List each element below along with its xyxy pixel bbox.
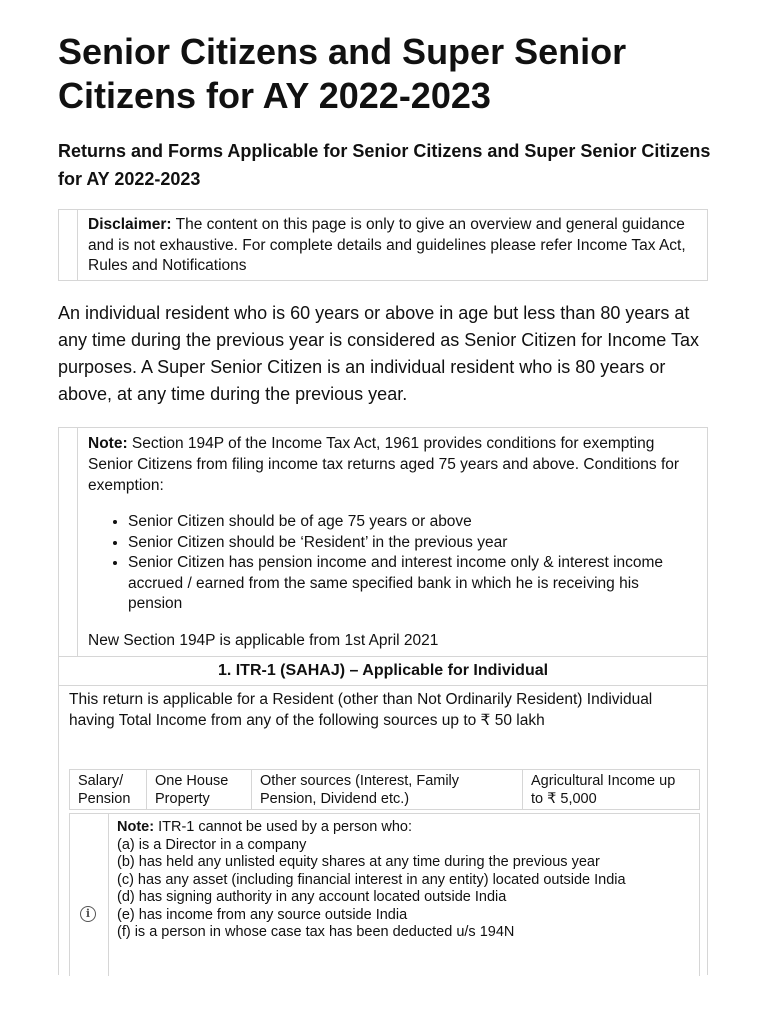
disclaimer-bar (77, 210, 78, 280)
table-cell: Agricultural Income up to ₹ 5,000 (523, 770, 700, 810)
itr1-body (58, 685, 708, 975)
disclaimer-text (88, 215, 697, 277)
page-subtitle: Returns and Forms Applicable for Senior Citizens and Super Senior Citizens for AY 2022-2023 (58, 141, 711, 189)
list-item: (f) is a person in whose case tax has been deducted u/s 194N (117, 924, 515, 940)
note-body: Section 194P of the Income Tax Act, 1961 provides conditions for exempting Senior Citizens from filing income tax returns aged 75 years and above. Conditions for exemption: (88, 435, 680, 494)
table-cell: Salary/ Pension (70, 770, 147, 810)
intro-paragraph: An individual resident who is 60 years or above in age but less than 80 years at any time during the previous year is considered as Senior Citizen for Income Tax purposes. A Super Senior Citizen is an individual resident who is 80 years or above, at any time during the previous year. (58, 303, 699, 404)
note-icon-column (70, 814, 109, 976)
list-item: • Senior Citizen has pension income and interest income only & interest income accrued / earned from the same specified bank in which he is receiving his pension (128, 553, 677, 615)
info-circle-icon: i (80, 906, 96, 922)
note-footer: New Section 194P is applicable from 1st April 2021 (88, 632, 439, 649)
itr1-heading: 1. ITR-1 (SAHAJ) – Applicable for Individual (58, 656, 708, 686)
itr1-note-intro (117, 819, 691, 837)
itr1-note-text (117, 819, 691, 942)
list-item: (b) has held any unlisted equity shares at any time during the previous year (117, 854, 600, 870)
table-row (70, 770, 700, 810)
list-item: (c) has any asset (including financial interest in any entity) located outside India (117, 871, 626, 888)
disclaimer-label: Disclaimer: (88, 216, 172, 233)
itr1-note-box (69, 813, 700, 976)
disclaimer-body: The content on this page is only to give an overview and general guidance and is not exhaustive. For complete details and guidelines please refer Income Tax Act, Rules and Notifications (88, 216, 686, 274)
list-item: (a) is a Director in a company (117, 836, 307, 853)
table-cell: One House Property (147, 770, 252, 810)
note-label: Note: (88, 435, 128, 452)
note-lead (88, 433, 695, 496)
list-item: • Senior Citizen should be of age 75 years or above (128, 512, 677, 533)
itr1-note-intro-text: ITR-1 cannot be used by a person who: (154, 819, 412, 835)
section-194p-note (58, 427, 708, 656)
exemption-conditions-list (88, 512, 677, 615)
table-cell: Other sources (Interest, Family Pension, Dividend etc.) (252, 770, 523, 810)
page-title: Senior Citizens and Super Senior Citizens for AY 2022-2023 (58, 31, 627, 116)
list-item: (e) has income from any source outside India (117, 906, 408, 923)
note-bar (77, 428, 78, 656)
list-item: • Senior Citizen should be ‘Resident’ in the previous year (128, 533, 677, 554)
income-sources-table (69, 769, 700, 810)
itr1-note-label: Note: (117, 819, 155, 835)
list-item: (d) has signing authority in any account located outside India (117, 889, 507, 905)
itr1-description: This return is applicable for a Resident (other than Not Ordinarily Resident) Individual having Total Income from any of the following sources up to ₹ 50 lakh (69, 691, 653, 729)
disclaimer-box (58, 209, 708, 281)
